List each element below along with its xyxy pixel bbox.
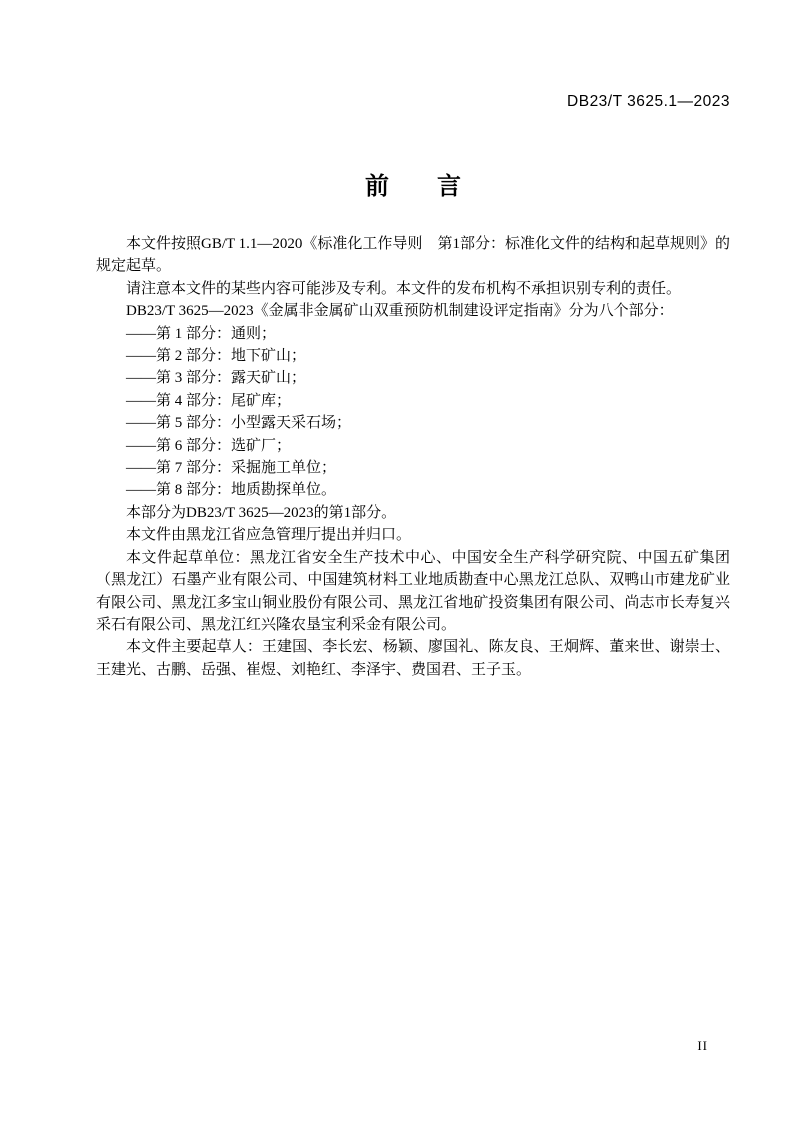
clause-main-drafters: 本文件主要起草人：王建国、李长宏、杨颖、廖国礼、陈友良、王炯辉、董来世、谢崇士、王建光、古鹏、岳强、崔煜、刘艳红、李泽宇、费国君、王子玉。 (96, 639, 730, 678)
series-part-2: ——第 2 部分：地下矿山； (126, 348, 307, 365)
clause-patent-notice: 请注意本文件的某些内容可能涉及专利。本文件的发布机构不承担识别专利的责任。 (126, 280, 682, 297)
standard-code: DB23/T 3625.1—2023 (567, 93, 730, 110)
clause-series-intro: DB23/T 3625—2023《金属非金属矿山双重预防机制建设评定指南》分为八个部分： (126, 303, 674, 320)
foreword-title: 前 言 (365, 173, 461, 200)
page-number: II (697, 1038, 708, 1053)
clause-drafting-organizations: 本文件起草单位：黑龙江省安全生产技术中心、中国安全生产科学研究院、中国五矿集团（黑龙江）石墨产业有限公司、中国建筑材料工业地质勘查中心黑龙江总队、双鸭山市建龙矿业有限公司、黑龙江多宝山铜业股份有限公司、黑龙江省地矿投资集团有限公司、尚志市长寿复兴采石有限公司、黑龙江红兴隆农垦宝利采金有限公司。 (96, 549, 730, 633)
clause-drafting-rule: 本文件按照GB/T 1.1—2020《标准化工作导则 第1部分：标准化文件的结构和起草规则》的规定起草。 (96, 236, 730, 275)
series-part-4: ——第 4 部分：尾矿库； (126, 392, 292, 409)
series-part-8: ——第 8 部分：地质勘探单位。 (126, 482, 337, 499)
series-part-7: ——第 7 部分：采掘施工单位； (126, 460, 337, 477)
series-part-6: ——第 6 部分：选矿厂； (126, 437, 292, 454)
series-part-5: ——第 5 部分：小型露天采石场； (126, 415, 352, 432)
clause-current-part: 本部分为DB23/T 3625—2023的第1部分。 (126, 504, 397, 521)
foreword-body (96, 233, 730, 681)
clause-proposing-body: 本文件由黑龙江省应急管理厅提出并归口。 (126, 527, 412, 544)
series-part-1: ——第 1 部分：通则； (126, 325, 277, 342)
series-part-3: ——第 3 部分：露天矿山； (126, 370, 307, 387)
